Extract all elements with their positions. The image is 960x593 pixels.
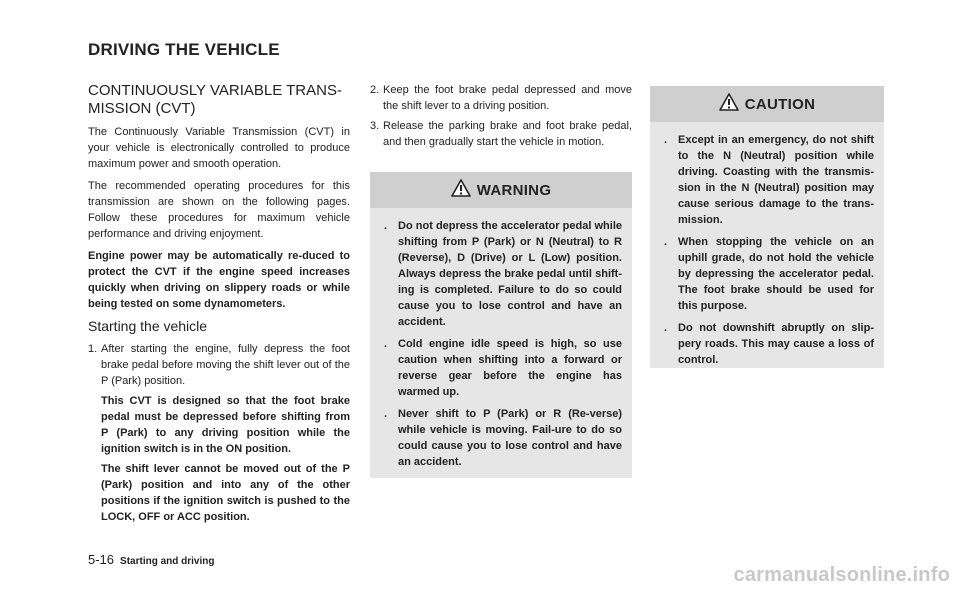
- caution-box: [650, 86, 884, 368]
- page-number: 5-16: [88, 552, 115, 567]
- warning-triangle-icon: [451, 179, 471, 202]
- step-text: Keep the foot brake pedal depressed and move the shift lever to a driving position.: [383, 84, 632, 112]
- warning-item: [382, 336, 622, 400]
- warning-title: WARNING: [476, 181, 552, 199]
- caution-item: [662, 132, 874, 228]
- step-number: 1.: [88, 343, 98, 355]
- caution-item: [662, 320, 874, 368]
- step-note: The shift lever cannot be moved out of the P (Park) position and into any of the other positions if the ignition switch is pushed to the LOCK, OFF or ACC position.: [101, 463, 350, 523]
- watermark: carmanualsonline.info: [733, 564, 950, 586]
- warning-item-text: Do not depress the accelerator pedal while shifting from P (Park) or N (Neutral) to R (Reverse), D (Drive) or L (Low) position. Always depress the brake pedal until shift-ing is completed. Failure to do so could cause you to lose control and have an accident.: [398, 220, 622, 328]
- warning-item: [382, 218, 622, 330]
- subsection-title: Starting the vehicle: [88, 318, 208, 334]
- caution-item: [662, 234, 874, 314]
- step-3: [370, 118, 632, 150]
- bullet-mark: .: [664, 134, 668, 146]
- caution-triangle-icon: [719, 93, 739, 116]
- intro-paragraph-2: The recommended operating procedures for this transmission are shown on the following pages. Follow these procedures for maximum vehicle performance and driving enjoyment.: [88, 180, 350, 240]
- caution-item-text: When stopping the vehicle on an uphill grade, do not hold the vehicle by depressing the accelerator pedal. The foot brake should be used for this purpose.: [678, 236, 874, 312]
- step-1: [88, 341, 350, 525]
- step-2: [370, 82, 632, 114]
- bullet-mark: .: [384, 338, 388, 350]
- step-number: 2.: [370, 84, 380, 96]
- caution-title: CAUTION: [744, 95, 816, 113]
- footer-section-label: Starting and driving: [120, 556, 215, 567]
- caution-item-text: Except in an emergency, do not shift to the N (Neutral) position while driving. Coasting with the transmis-sion in the N (Neutral) position may cause serious damage to the trans-mission.: [678, 134, 874, 226]
- intro-bold-note: Engine power may be automatically re-duced to protect the CVT if the engine speed increases quickly when driving on slippery roads or while being tested on some dynamometers.: [88, 250, 350, 310]
- bullet-mark: .: [664, 236, 668, 248]
- intro-paragraph-1: The Continuously Variable Transmission (CVT) in your vehicle is electronically controlled to produce maximum power and smooth operation.: [88, 126, 350, 170]
- warning-box: [370, 172, 632, 478]
- page-header: DRIVING THE VEHICLE: [88, 40, 280, 59]
- page-footer: [88, 552, 214, 567]
- section-title: CONTINUOUSLY VARIABLE TRANS-MISSION (CVT): [88, 82, 342, 117]
- warning-item-text: Cold engine idle speed is high, so use caution when shifting into a forward or reverse gear before the engine has warmed up.: [398, 338, 622, 398]
- step-number: 3.: [370, 120, 380, 132]
- warning-header: [370, 172, 632, 208]
- bullet-mark: .: [664, 322, 668, 334]
- warning-item: [382, 406, 622, 470]
- step-text: After starting the engine, fully depress the foot brake pedal before moving the shift lever out of the P (Park) position.: [101, 343, 350, 387]
- step-text: Release the parking brake and foot brake pedal, and then gradually start the vehicle in motion.: [383, 120, 632, 148]
- column-2: [370, 82, 632, 154]
- caution-item-text: Do not downshift abruptly on slip-pery roads. This may cause a loss of control.: [678, 322, 874, 366]
- bullet-mark: .: [384, 408, 388, 420]
- caution-header: [650, 86, 884, 122]
- column-1: [88, 82, 350, 529]
- warning-item-text: Never shift to P (Park) or R (Re-verse) while vehicle is moving. Fail-ure to do so could cause you to lose control and have an accident.: [398, 408, 622, 468]
- step-note: This CVT is designed so that the foot brake pedal must be depressed before shifting from P (Park) to any driving position while the ignition switch is in the ON position.: [101, 395, 350, 455]
- bullet-mark: .: [384, 220, 388, 232]
